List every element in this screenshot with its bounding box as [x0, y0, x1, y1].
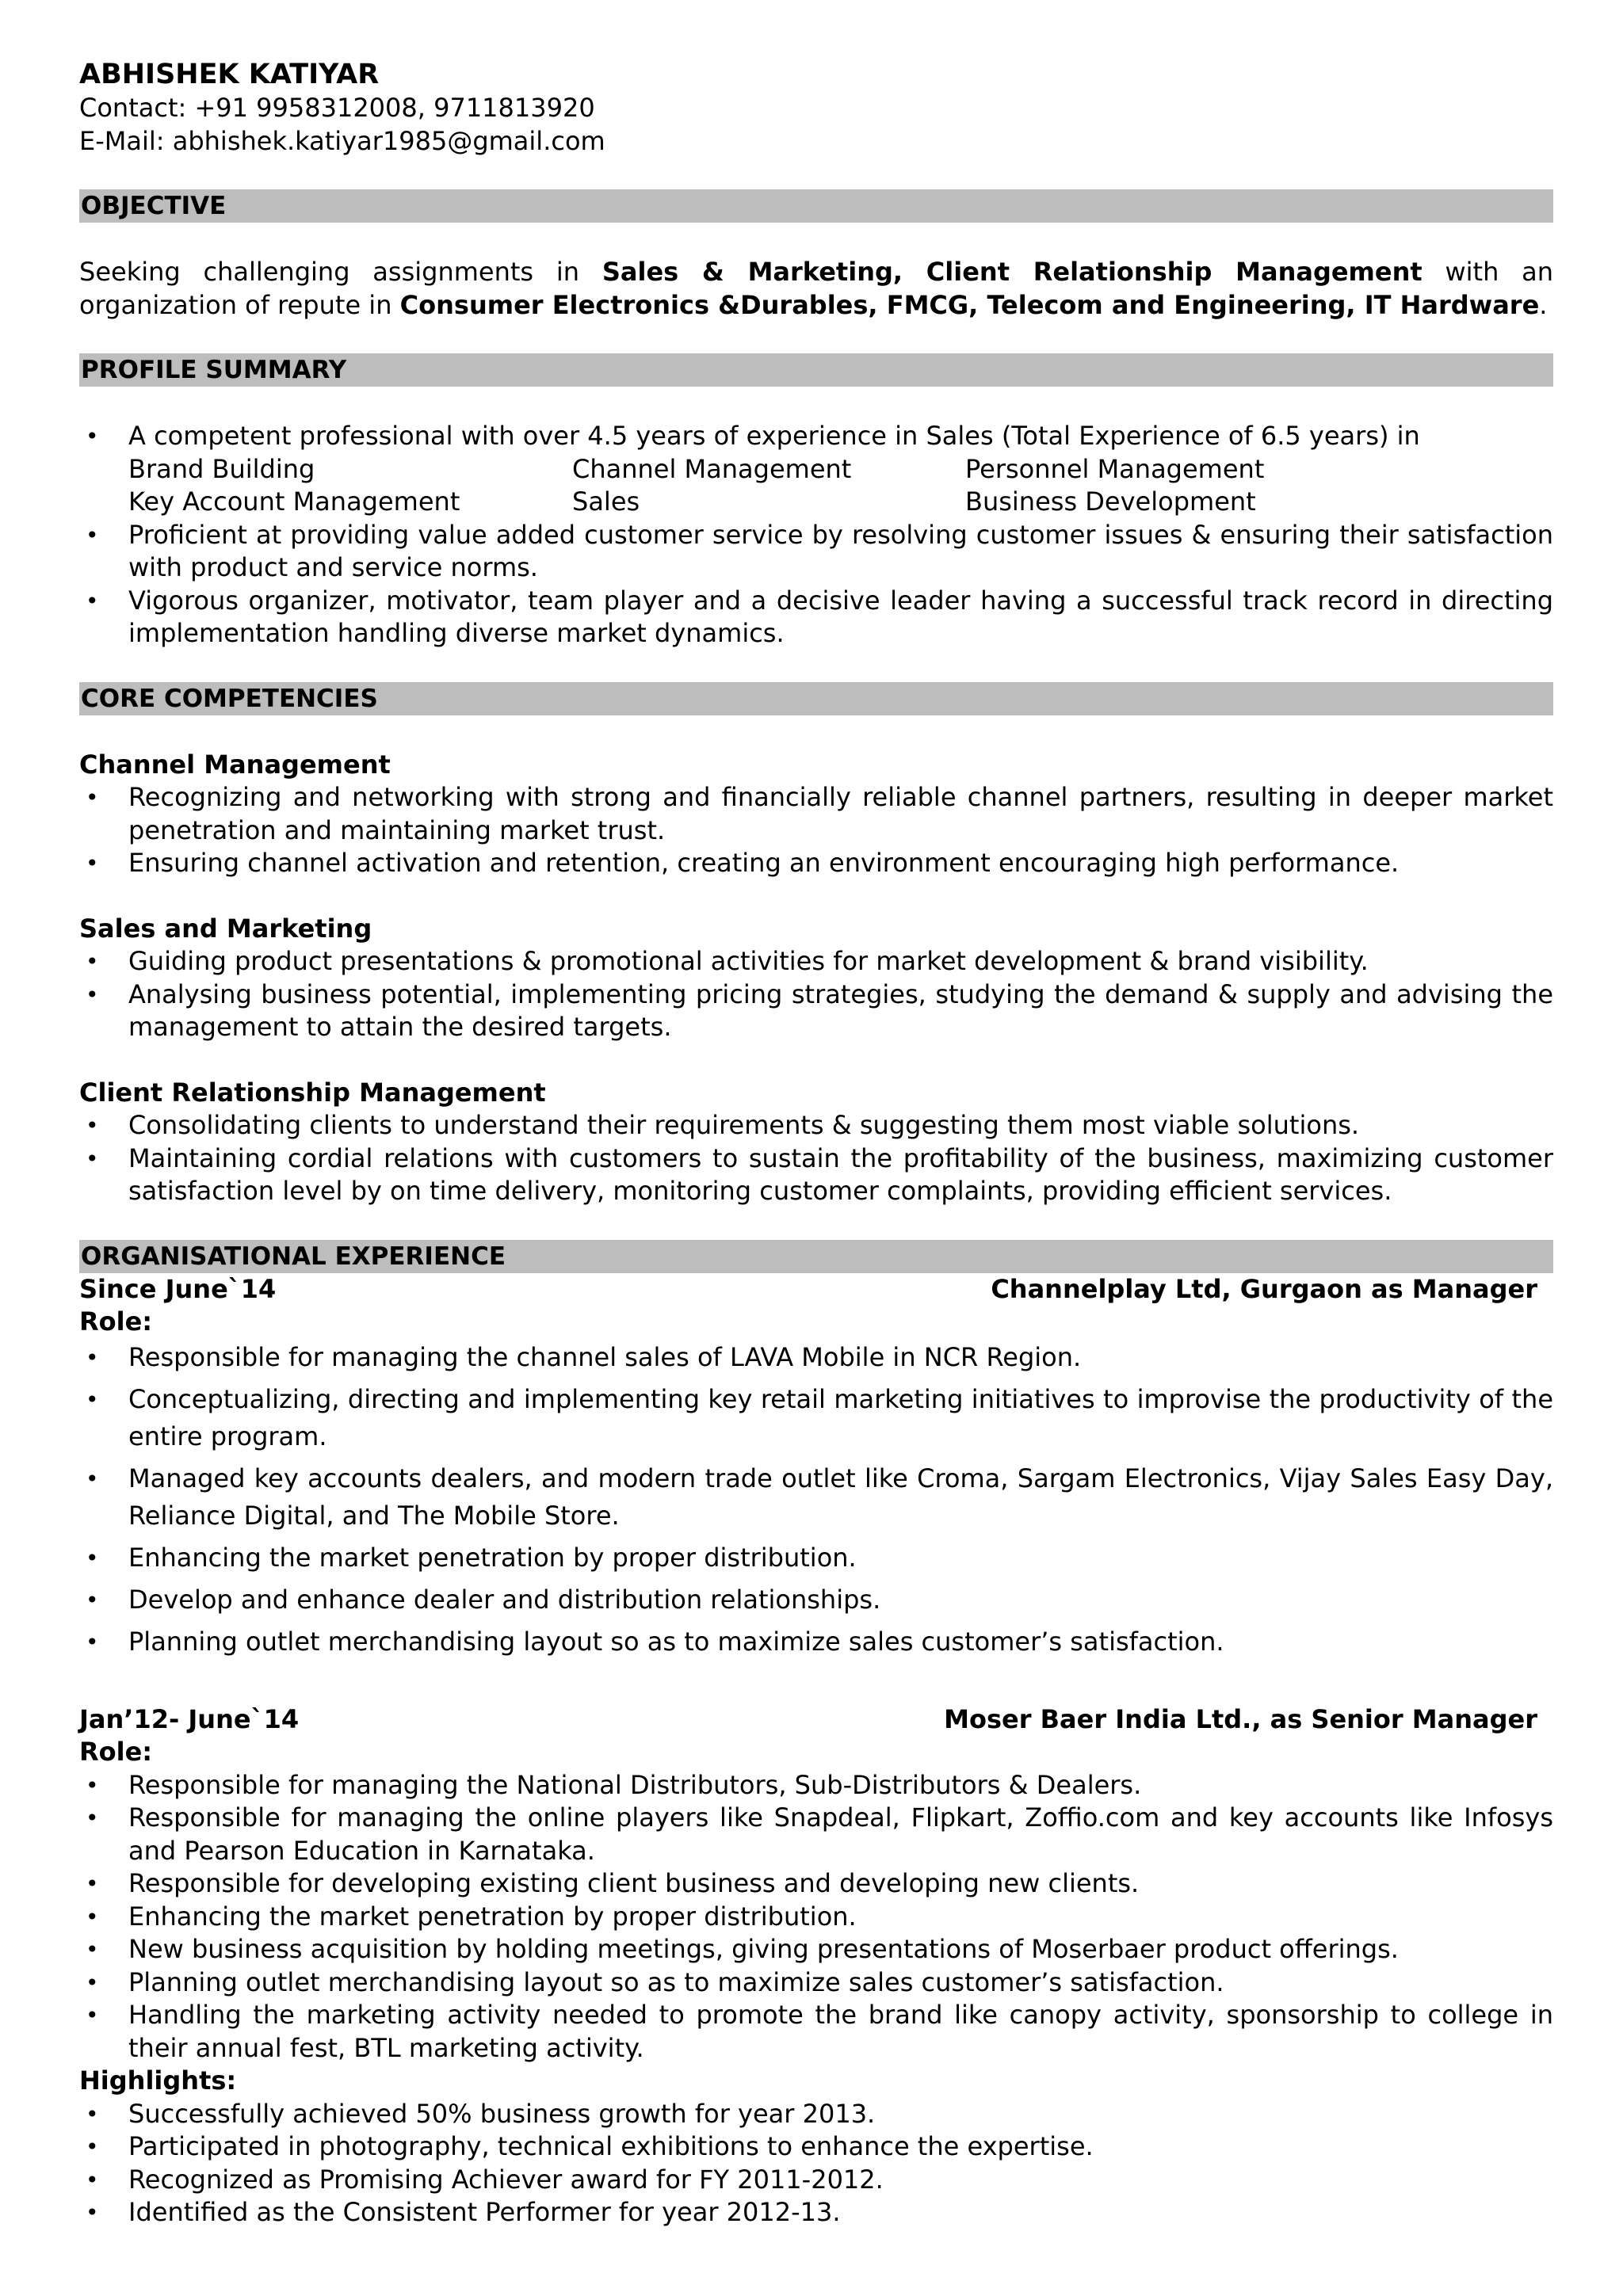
objective-text: Seeking challenging assignments in Sales & Marketing, Client Relationship Management with an organization of repute in Consumer Electronics &Durables, FMCG, Telecom and Engineering, IT Hardware. [79, 257, 1554, 320]
list-item: • Responsible for developing existing client business and developing new clients. [79, 1867, 1553, 1901]
candidate-name: ABHISHEK KATIYAR [79, 59, 380, 90]
list-item: • Planning outlet merchandising layout so as to maximize sales customer’s satisfaction. [79, 1623, 1553, 1661]
list-item: • Vigorous organizer, motivator, team player and a decisive leader having a successful track record in directing implementation handling diverse market dynamics. [86, 585, 1553, 648]
skill-cell: Business Development [965, 486, 1256, 517]
list-item: • New business acquisition by holding meetings, giving presentations of Moserbaer product offerings. [79, 1933, 1553, 1966]
list-item: • Identified as the Consistent Performer for year 2012-13. [79, 2196, 1553, 2229]
bullet-icon: • [86, 1386, 99, 1413]
bullet-icon: • [86, 423, 99, 449]
competency-list [79, 1109, 1553, 1208]
job-header [79, 1703, 1553, 1737]
bullet-icon: • [86, 2199, 99, 2225]
job-company: Channelplay Ltd, Gurgaon as Manager [991, 1273, 1537, 1304]
list-item: • Ensuring channel activation and retention, creating an environment encouraging high performance. [79, 847, 1553, 880]
bullet-icon: • [86, 1628, 99, 1655]
list-item: • Handling the marketing activity needed to promote the brand like canopy activity, sponsorship to college in their annual fest, BTL marketing activity. [86, 2000, 1553, 2063]
job-period: Jan’12- June`14 [79, 1703, 300, 1734]
role-label: Role: [79, 1306, 153, 1337]
list-item: • Enhancing the market penetration by proper distribution. [79, 1539, 1553, 1577]
bullet-icon: • [86, 1936, 99, 1962]
list-item: • A competent professional with over 4.5 years of experience in Sales (Total Experience of 6.5 years) in [79, 420, 1553, 453]
bullet-icon: • [86, 981, 99, 1008]
bullet-icon: • [86, 2100, 99, 2127]
bullet-icon: • [86, 1112, 99, 1138]
list-item: • Responsible for managing the online players like Snapdeal, Flipkart, Zoffio.com and key accounts like Infosys and Pearson Education in Karnataka. [86, 1802, 1553, 1866]
list-item: • Participated in photography, technical exhibitions to enhance the expertise. [79, 2130, 1553, 2164]
core-competencies-heading: CORE COMPETENCIES [79, 682, 1553, 715]
list-item: • Guiding product presentations & promotional activities for market development & brand visibility. [79, 945, 1553, 978]
bullet-icon: • [86, 784, 99, 810]
bullet-icon: • [86, 587, 99, 614]
list-item: • Consolidating clients to understand their requirements & suggesting them most viable solutions. [79, 1109, 1553, 1142]
list-item: • Develop and enhance dealer and distribution relationships. [79, 1581, 1553, 1619]
bullet-icon: • [86, 1465, 99, 1492]
bullet-icon: • [86, 1903, 99, 1930]
list-item: • Managed key accounts dealers, and modern trade outlet like Croma, Sargam Electronics, Vijay Sales Easy Day, Reliance Digital, and The Mobile Store. [79, 1460, 1553, 1535]
bullet-icon: • [86, 521, 99, 548]
competency-heading: Channel Management [79, 749, 391, 780]
job-period: Since June`14 [79, 1273, 277, 1304]
job-header [79, 1273, 1553, 1306]
skill-cell: Sales [572, 486, 640, 517]
list-item: • Responsible for managing the channel sales of LAVA Mobile in NCR Region. [79, 1339, 1553, 1376]
bullet-icon: • [86, 1969, 99, 1996]
skill-cell: Personnel Management [965, 453, 1265, 484]
highlights-label: Highlights: [79, 2065, 237, 2096]
list-item: • Successfully achieved 50% business growth for year 2013. [79, 2098, 1553, 2131]
list-item: • Responsible for managing the National Distributors, Sub-Distributors & Dealers. [79, 1769, 1553, 1802]
competency-list [79, 945, 1553, 1044]
bullet-icon: • [86, 1772, 99, 1798]
skill-cell: Key Account Management [128, 486, 460, 517]
email-line: E-Mail: abhishek.katiyar1985@gmail.com [79, 125, 605, 156]
bullet-icon: • [86, 948, 99, 974]
bullet-icon: • [86, 1544, 99, 1571]
skill-cell: Channel Management [572, 453, 852, 484]
skills-grid [79, 453, 1553, 519]
highlights-list [79, 2098, 1553, 2229]
profile-summary-list-cont [79, 519, 1553, 650]
job-role-list [79, 1769, 1553, 2065]
bullet-icon: • [86, 2134, 99, 2160]
spacer [79, 1665, 1553, 1703]
competency-heading: Client Relationship Management [79, 1077, 546, 1108]
bullet-icon: • [86, 2002, 99, 2028]
bullet-icon: • [86, 2166, 99, 2193]
experience-heading: ORGANISATIONAL EXPERIENCE [79, 1240, 1553, 1273]
list-item: • Planning outlet merchandising layout so as to maximize sales customer’s satisfaction. [79, 1966, 1553, 2000]
list-item: • Proficient at providing value added customer service by resolving customer issues & ensuring their satisfaction with product and service norms. [86, 519, 1553, 582]
bullet-icon: • [86, 1805, 99, 1831]
list-item: • Analysing business potential, implementing pricing strategies, studying the demand & supply and advising the management to attain the desired targets. [86, 978, 1553, 1042]
list-item: • Maintaining cordial relations with customers to sustain the profitability of the business, maximizing customer satisfaction level by on time delivery, monitoring customer complaints, providing efficient services. [86, 1142, 1553, 1206]
objective-heading: OBJECTIVE [79, 189, 1553, 223]
skill-cell: Brand Building [128, 453, 315, 484]
list-item: • Enhancing the market penetration by proper distribution. [79, 1901, 1553, 1934]
list-item: • Conceptualizing, directing and implementing key retail marketing initiatives to improvise the productivity of the entire program. [79, 1381, 1553, 1455]
role-label: Role: [79, 1737, 153, 1767]
competency-heading: Sales and Marketing [79, 913, 372, 944]
list-item: • Recognizing and networking with strong and financially reliable channel partners, resulting in deeper market penetration and maintaining market trust. [86, 782, 1553, 845]
bullet-icon: • [86, 1344, 99, 1371]
bullet-icon: • [86, 1145, 99, 1172]
list-item: • Recognized as Promising Achiever award for FY 2011-2012. [79, 2164, 1553, 2197]
bullet-icon: • [86, 850, 99, 876]
profile-summary-list [79, 420, 1553, 453]
contact-line: Contact: +91 9958312008, 9711813920 [79, 93, 595, 123]
bullet-icon: • [86, 1586, 99, 1613]
job-role-list [79, 1339, 1553, 1661]
job-company: Moser Baer India Ltd., as Senior Manager [944, 1703, 1537, 1734]
profile-summary-heading: PROFILE SUMMARY [79, 353, 1553, 387]
competency-list [79, 781, 1553, 880]
bullet-icon: • [86, 1871, 99, 1897]
